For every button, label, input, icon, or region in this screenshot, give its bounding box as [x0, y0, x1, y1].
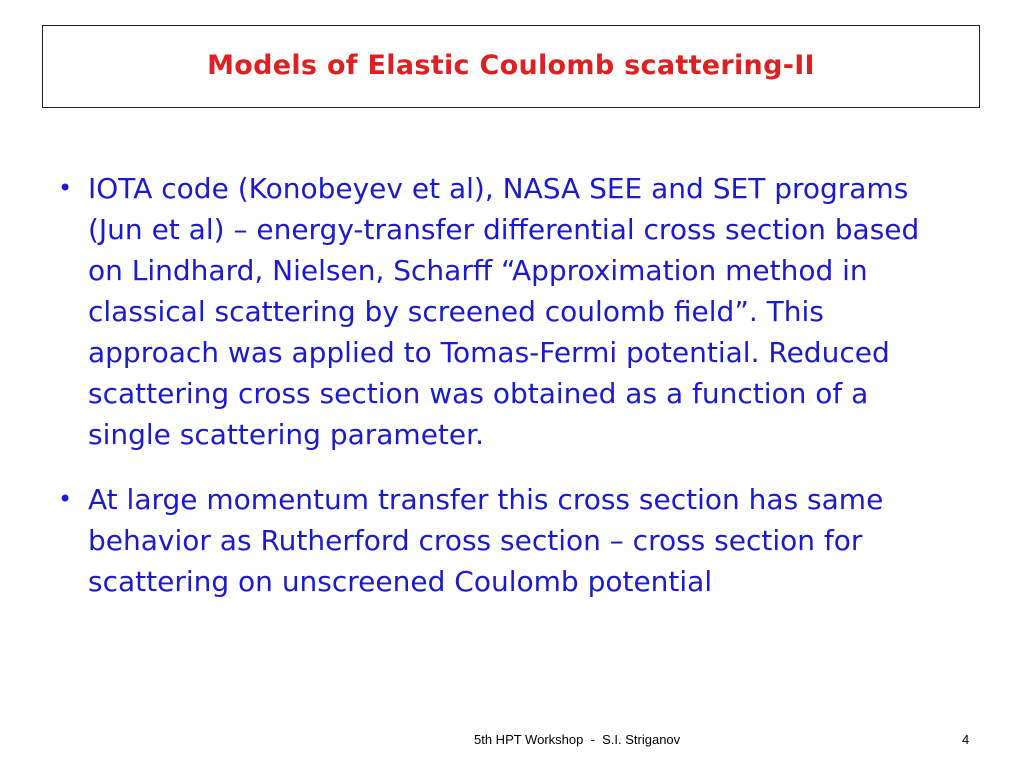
- footer-workshop-author: 5th HPT Workshop - S.I. Striganov: [474, 732, 681, 747]
- bullet-marker: •: [58, 485, 73, 513]
- bullet-item-1: [58, 168, 958, 455]
- bullet-item-2: [58, 479, 958, 602]
- bullet-list: [58, 168, 958, 602]
- bullet-text-2: At large momentum transfer this cross section has same behavior as Rutherford cross section – cross section for scattering on unscreened Coulomb potential: [88, 483, 884, 598]
- slide-title: Models of Elastic Coulomb scattering-II: [207, 50, 815, 81]
- bullet-text-1: IOTA code (Konobeyev et al), NASA SEE and SET programs (Jun et al) – energy-transfer differential cross section based on Lindhard, Nielsen, Scharff “Approximation method in classical scattering by screened coulomb field”. This approach was applied to Tomas-Fermi potential. Reduced scattering cross section was obtained as a function of a single scattering parameter.: [88, 172, 920, 451]
- bullet-marker: •: [58, 174, 73, 202]
- title-box: [42, 25, 980, 108]
- page-number: 4: [962, 732, 970, 747]
